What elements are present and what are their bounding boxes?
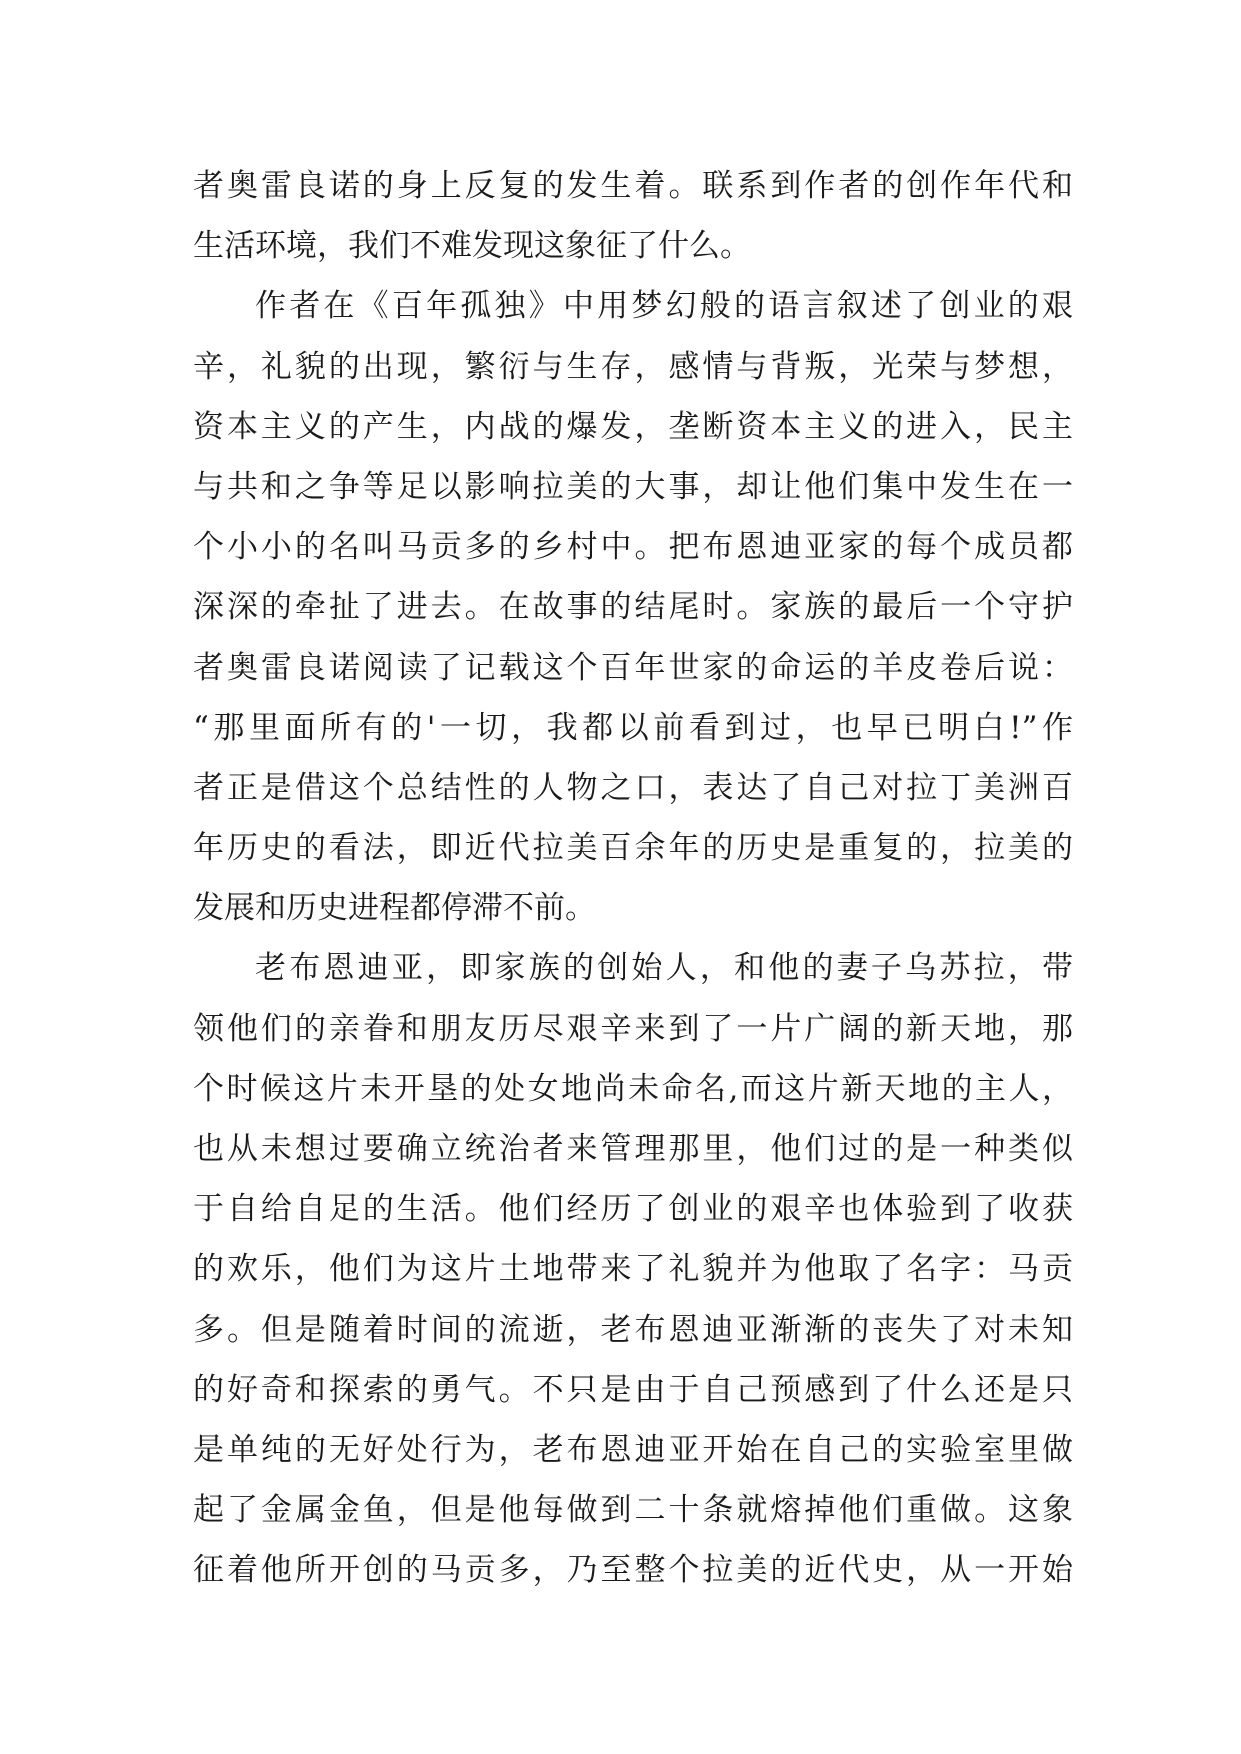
paragraph-first-line: 作者在《百年孤独》中用梦幻般的语言叙述了创业的艰: [255, 288, 1073, 325]
text-line: 个时候这片未开垦的处女地尚未命名,而这片新天地的主人，: [193, 1070, 1073, 1107]
text-line: 多。但是随着时间的流逝，老布恩迪亚渐渐的丧失了对未知: [193, 1311, 1073, 1348]
text-line: “那里面所有的'一切，我都以前看到过，也早已明白!”作: [193, 709, 1073, 746]
text-line: 于自给自足的生活。他们经历了创业的艰辛也体验到了收获: [193, 1191, 1073, 1228]
text-line: 的好奇和探索的勇气。不只是由于自己预感到了什么还是只: [193, 1371, 1073, 1408]
text-line: 与共和之争等足以影响拉美的大事，却让他们集中发生在一: [193, 468, 1073, 505]
text-line: 年历史的看法，即近代拉美百余年的历史是重复的，拉美的: [193, 830, 1073, 867]
text-line: 生活环境，我们不难发现这象征了什么。: [193, 228, 751, 265]
paragraph-first-line: 老布恩迪亚，即家族的创始人，和他的妻子乌苏拉，带: [255, 950, 1073, 987]
text-line: 辛，礼貌的出现，繁衍与生存，感情与背叛，光荣与梦想，: [193, 348, 1073, 385]
text-line: 的欢乐，他们为这片土地带来了礼貌并为他取了名字：马贡: [193, 1251, 1073, 1288]
text-line: 个小小的名叫马贡多的乡村中。把布恩迪亚家的每个成员都: [193, 529, 1073, 566]
text-line: 起了金属金鱼，但是他每做到二十条就熔掉他们重做。这象: [193, 1492, 1073, 1529]
text-line: 深深的牵扯了进去。在故事的结尾时。家族的最后一个守护: [193, 589, 1073, 626]
text-line: 资本主义的产生，内战的爆发，垄断资本主义的进入，民主: [193, 408, 1073, 445]
text-line: 者奥雷良诺阅读了记载这个百年世家的命运的羊皮卷后说：: [193, 649, 1073, 686]
text-line: 领他们的亲眷和朋友历尽艰辛来到了一片广阔的新天地，那: [193, 1010, 1073, 1047]
text-line: 发展和历史进程都停滞不前。: [193, 890, 596, 927]
body-text: [193, 156, 1073, 1601]
text-line: 者正是借这个总结性的人物之口，表达了自己对拉丁美洲百: [193, 769, 1073, 806]
text-line: 征着他所开创的马贡多，乃至整个拉美的近代史，从一开始: [193, 1552, 1073, 1589]
text-line: 也从未想过要确立统治者来管理那里，他们过的是一种类似: [193, 1131, 1073, 1167]
text-line: 者奥雷良诺的身上反复的发生着。联系到作者的创作年代和: [193, 168, 1073, 204]
text-line: 是单纯的无好处行为，老布恩迪亚开始在自己的实验室里做: [193, 1431, 1073, 1468]
